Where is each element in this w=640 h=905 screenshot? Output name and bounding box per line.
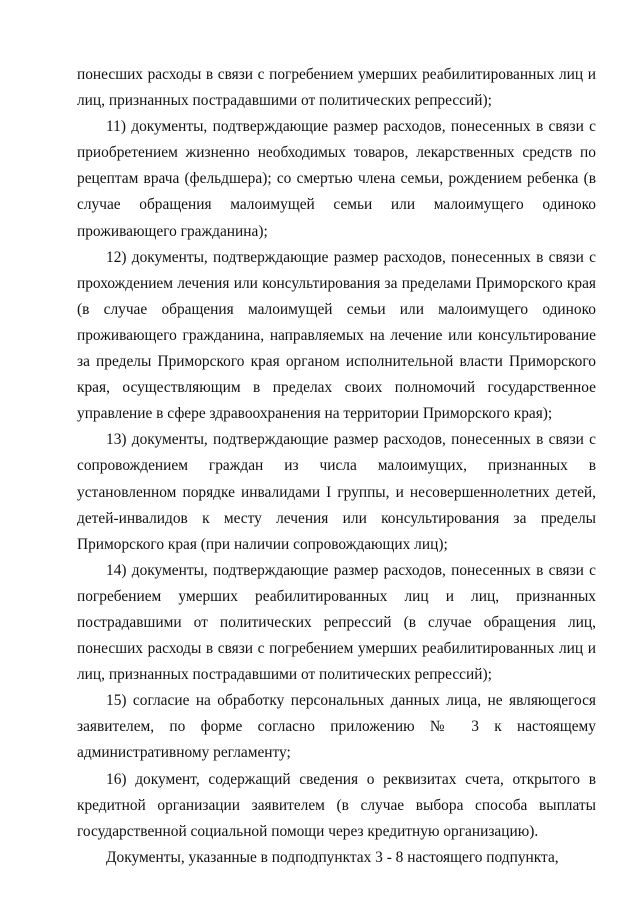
paragraph-item-12: 12) документы, подтверждающие размер расходов, понесенных в связи с прохождением лечения или консультирования за пределами Приморского края (в случае обращения малоимущей семьи или малоимущего одиноко проживающего гражданина, направляемых на лечение или консультирование за пределы Приморского края органом исполнительной власти Приморского края, осуществляющим в пределах своих полномочий государственное управление в сфере здравоохранения на территории Приморского края); (77, 248, 596, 423)
paragraph-item-14: 14) документы, подтверждающие размер расходов, понесенных в связи с погребением умерших реабилитированных лиц и лиц, признанных пострадавшими от политических репрессий (в случае обращения лиц, понесших расходы в связи с погребением умерших реабилитированных лиц и лиц, признанных пострадавшими от политических репрессий); (77, 561, 596, 684)
paragraph-item-15: 15) согласие на обработку персональных данных лица, не являющегося заявителем, по форме согласно приложению № 3 к настоящему административному регламенту; (77, 692, 596, 762)
paragraph-item-11: 11) документы, подтверждающие размер расходов, понесенных в связи с приобретением жизненно необходимых товаров, лекарственных средств по рецептам врача (фельдшера); со смертью члена семьи, рождением ребенка (в случае обращения малоимущей семьи или малоимущего одиноко проживающего гражданина); (77, 118, 596, 240)
paragraph-continuation: понесших расходы в связи с погребением умерших реабилитированных лиц и лиц, признанных пострадавшими от политических репрессий); (77, 66, 596, 110)
paragraph-item-13: 13) документы, подтверждающие размер расходов, понесенных в связи с сопровождением граждан из числа малоимущих, признанных в установленном порядке инвалидами I группы, и несовершеннолетних детей, детей-инвалидов к месту лечения или консультирования за пределы Приморского края (при наличии сопровождающих лиц); (77, 431, 596, 553)
paragraph-final: Документы, указанные в подподпунктах 3 - 8 настоящего подпункта, (106, 848, 559, 866)
paragraph-item-16: 16) документ, содержащий сведения о реквизитах счета, открытого в кредитной организации заявителем (в случае выбора способа выплаты государственной социальной помощи через кредитную организацию). (77, 770, 596, 840)
document-body (77, 62, 596, 871)
